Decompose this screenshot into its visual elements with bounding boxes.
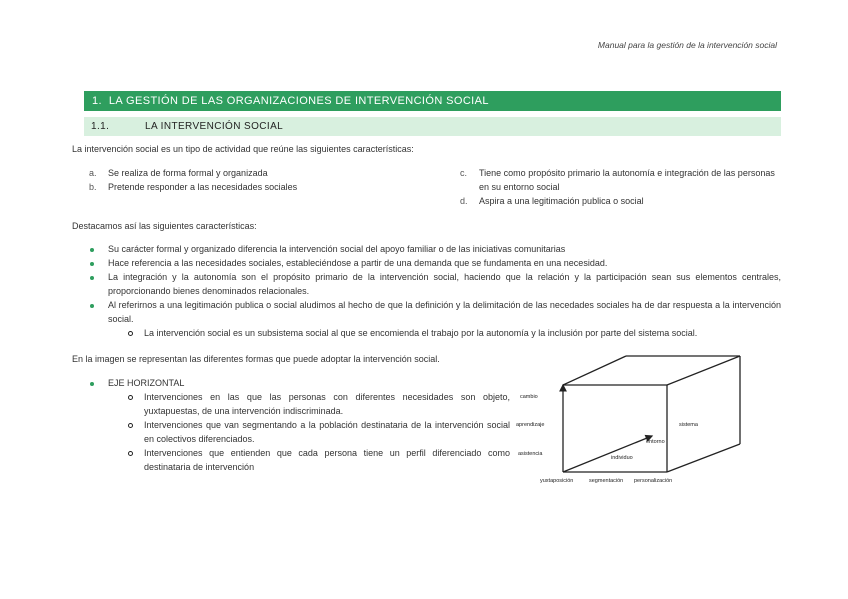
y-label-cambio: cambio bbox=[520, 394, 538, 400]
list-item-text: La integración y la autonomía son el propósito primario de la intervención social, haciendo que la relación y la participación sean sus elementos centrales, proporcionando bienes denominados relacionales. bbox=[108, 272, 781, 296]
list-item-text: Pretende responder a las necesidades sociales bbox=[108, 182, 298, 192]
y-label-aprendizaje: aprendizaje bbox=[516, 422, 545, 428]
list-item-text: Aspira a una legitimación publica o social bbox=[479, 196, 644, 206]
list-item bbox=[460, 194, 781, 208]
sub-list-item bbox=[88, 418, 510, 446]
circle-bullet-icon bbox=[128, 395, 133, 400]
x-label-personalizacion: personalización bbox=[634, 478, 673, 484]
section-heading bbox=[84, 91, 781, 111]
list-item-text: Al referirnos a una legitimación publica o social aludimos al hecho de que la definición y la delimitación de las necedades sociales ha de dar respuesta a la intervención social. bbox=[108, 300, 781, 324]
list-item bbox=[88, 256, 781, 270]
diag-label-individuo: individuo bbox=[611, 455, 633, 461]
list-item-text: Intervenciones en las que las personas con diferentes necesidades son objeto, yuxtapuestas, de una intervención indiscriminada. bbox=[144, 392, 510, 416]
circle-bullet-icon bbox=[128, 451, 133, 456]
list-item bbox=[460, 166, 781, 194]
sub-list-item bbox=[88, 446, 510, 474]
intro-paragraph: La intervención social es un tipo de actividad que reúne las siguientes características: bbox=[72, 144, 414, 154]
bullet-icon bbox=[90, 382, 94, 386]
list-item bbox=[88, 298, 781, 326]
subsection-number: 1.1. bbox=[91, 121, 110, 132]
list-item-text: Hace referencia a las necesidades sociales, estableciéndose a partir de una demanda que se fundamenta en una necesidad. bbox=[108, 258, 608, 268]
list-marker: d. bbox=[460, 196, 468, 206]
features-bullet-list bbox=[88, 242, 781, 340]
list-item bbox=[88, 270, 781, 298]
circle-bullet-icon bbox=[128, 423, 133, 428]
list-item-text: Intervenciones que entienden que cada persona tiene un perfil diferenciado como destinataria de intervención bbox=[144, 448, 510, 472]
bullet-icon bbox=[90, 248, 94, 252]
highlight-intro: Destacamos así las siguientes características: bbox=[72, 221, 257, 231]
list-item bbox=[89, 166, 419, 180]
eje-horizontal-list bbox=[88, 376, 510, 474]
section-number: 1. bbox=[92, 95, 102, 107]
y-label-asistencia: asistencia bbox=[518, 451, 543, 457]
x-label-yuxtaposicion: yuxtaposición bbox=[540, 478, 574, 484]
list-marker: a. bbox=[89, 168, 97, 178]
list-item-text: Intervenciones que van segmentando a la población destinataria de la intervención social en colectivos diferenciados. bbox=[144, 420, 510, 444]
x-label-segmentacion: segmentación bbox=[589, 478, 624, 484]
list-item-text: Se realiza de forma formal y organizada bbox=[108, 168, 268, 178]
sub-list-item bbox=[88, 390, 510, 418]
intervention-cube-diagram bbox=[512, 352, 752, 490]
characteristics-list-left bbox=[89, 166, 419, 194]
image-intro: En la imagen se representan las diferentes formas que puede adoptar la intervención social. bbox=[72, 354, 440, 364]
subsection-heading bbox=[84, 117, 781, 136]
diagonal-axis-arrow bbox=[563, 436, 652, 472]
running-header: Manual para la gestión de la intervención social bbox=[597, 40, 777, 50]
eje-title: EJE HORIZONTAL bbox=[108, 378, 185, 388]
bullet-icon bbox=[90, 304, 94, 308]
section-title: LA GESTIÓN DE LAS ORGANIZACIONES DE INTERVENCIÓN SOCIAL bbox=[108, 95, 489, 107]
sub-list-item bbox=[88, 326, 781, 340]
list-item bbox=[88, 242, 781, 256]
cube-edge bbox=[667, 356, 740, 385]
cube-edge bbox=[667, 444, 740, 472]
list-item bbox=[88, 376, 510, 390]
list-marker: c. bbox=[460, 168, 468, 178]
list-marker: b. bbox=[89, 182, 97, 192]
diag-label-sistema: sistema bbox=[679, 422, 698, 428]
characteristics-list-right bbox=[460, 166, 781, 208]
list-item-text: Tiene como propósito primario la autonomía e integración de las personas en su entorno social bbox=[479, 168, 775, 192]
bullet-icon bbox=[90, 262, 94, 266]
list-item bbox=[89, 180, 419, 194]
list-item-text: Su carácter formal y organizado diferencia la intervención social del apoyo familiar o de las iniciativas comunitarias bbox=[108, 244, 566, 254]
circle-bullet-icon bbox=[128, 331, 133, 336]
cube-edge bbox=[563, 356, 626, 385]
list-item-text: La intervención social es un subsistema social al que se encomienda el trabajo por la autonomía y la inclusión por parte del sistema social. bbox=[144, 328, 698, 338]
bullet-icon bbox=[90, 276, 94, 280]
subsection-title: LA INTERVENCIÓN SOCIAL bbox=[145, 121, 284, 132]
diag-label-entorno: entorno bbox=[646, 439, 665, 445]
